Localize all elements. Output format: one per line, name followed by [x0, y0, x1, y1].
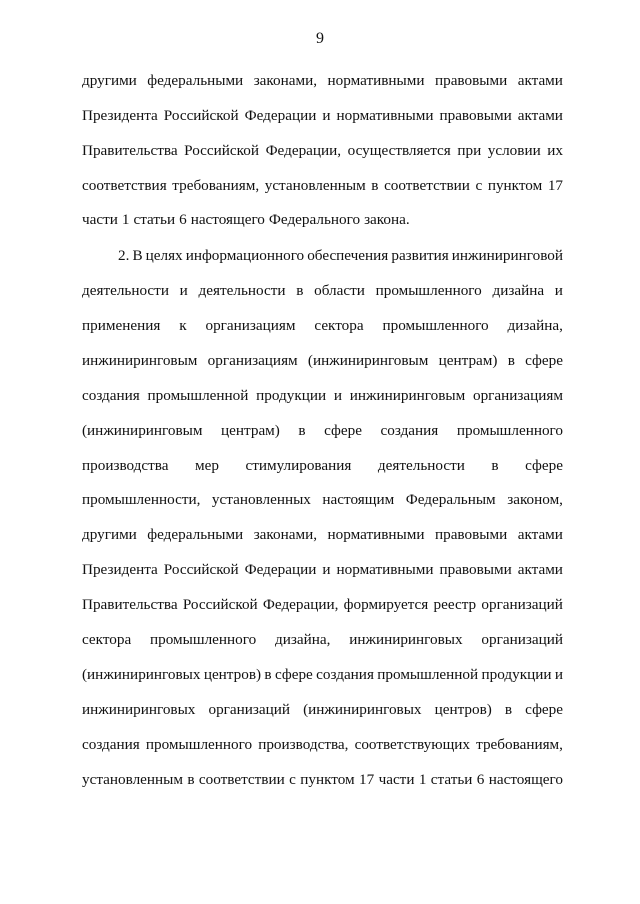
page-number: 9 [316, 30, 324, 47]
text-line: части 1 статьи 6 настоящего Федерального закона. [82, 211, 410, 228]
text-line: Правительства Российской Федерации, формируется реестр организаций [82, 596, 563, 613]
text-line: другими федеральными законами, нормативными правовыми актами [82, 72, 563, 89]
text-line: (инжиниринговых центров) в сфере создания промышленной продукции и [82, 666, 563, 683]
text-line: создания промышленной продукции и инжиниринговым организациям [82, 387, 563, 404]
text-line: Президента Российской Федерации и нормативными правовыми актами [82, 107, 563, 124]
text-line: соответствия требованиям, установленным в соответствии с пунктом 17 [82, 177, 563, 194]
text-line: Президента Российской Федерации и нормативными правовыми актами [82, 561, 563, 578]
text-line: промышленности, установленных настоящим Федеральным законом, [82, 491, 563, 508]
text-line: инжиниринговым организациям (инжиниринговым центрам) в сфере [82, 352, 563, 369]
text-line: другими федеральными законами, нормативными правовыми актами [82, 526, 563, 543]
paragraph-first-line: 2. В целях информационного обеспечения развития инжиниринговой [118, 247, 563, 264]
text-line: сектора промышленного дизайна, инжиниринговых организаций [82, 631, 563, 648]
text-line: применения к организациям сектора промышленного дизайна, [82, 317, 563, 334]
text-line: Правительства Российской Федерации, осуществляется при условии их [82, 142, 563, 159]
text-line: (инжиниринговым центрам) в сфере создания промышленного [82, 422, 563, 439]
text-line: установленным в соответствии с пунктом 17 части 1 статьи 6 настоящего [82, 771, 563, 788]
text-line: инжиниринговых организаций (инжиниринговых центров) в сфере [82, 701, 563, 718]
text-line: создания промышленного производства, соответствующих требованиям, [82, 736, 563, 753]
text-line: деятельности и деятельности в области промышленного дизайна и [82, 282, 563, 299]
text-line: производства мер стимулирования деятельности в сфере [82, 457, 563, 474]
